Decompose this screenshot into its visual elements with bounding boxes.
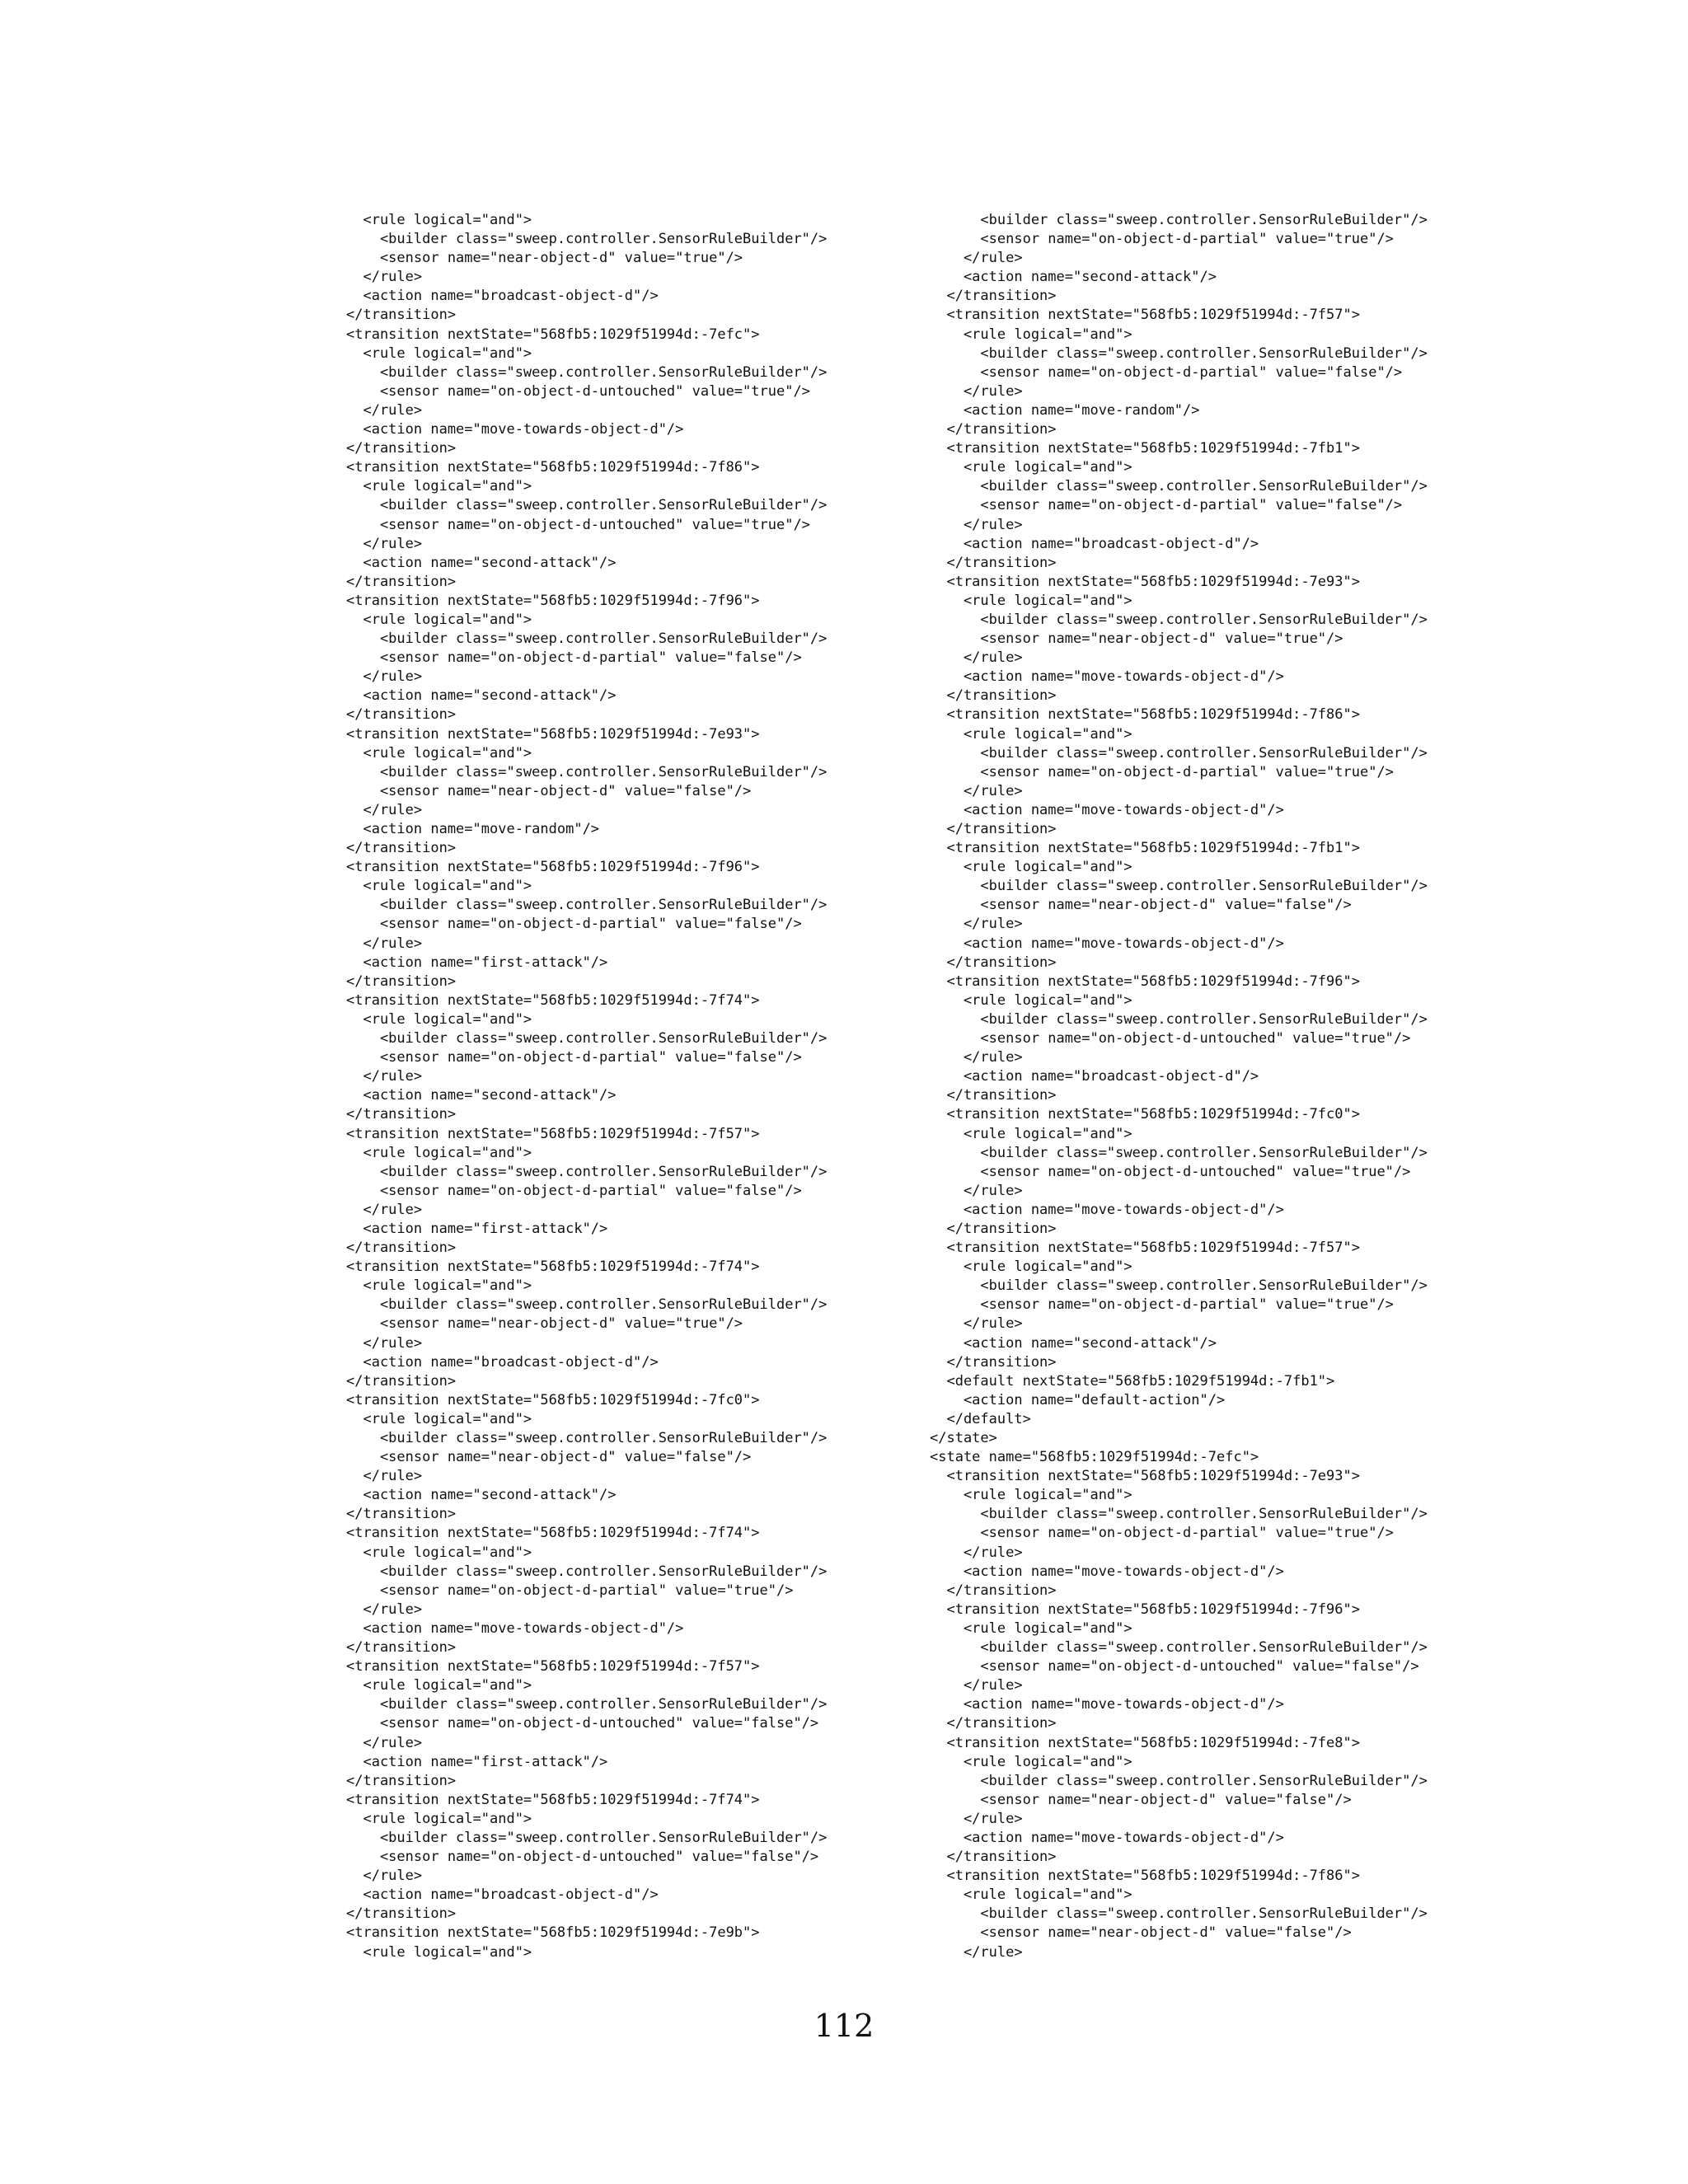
code-line: </transition> [930,687,1057,705]
code-line: <sensor name="on-object-d-untouched" value="true"/> [930,1030,1411,1047]
code-line: <builder class="sweep.controller.SensorRuleBuilder"/> [930,212,1428,228]
code-line: <action name="move-random"/> [346,821,600,837]
code-line: </transition> [346,1905,457,1923]
code-line: </rule> [930,1544,1023,1561]
code-line: <builder class="sweep.controller.SensorRuleBuilder"/> [346,1296,828,1314]
code-line: <action name="first-attack"/> [346,1220,608,1237]
code-line: </transition> [346,573,457,590]
code-line: <action name="move-towards-object-d"/> [930,1829,1284,1846]
code-line: </transition> [930,1715,1057,1732]
code-line: <builder class="sweep.controller.SensorRuleBuilder"/> [346,630,828,648]
code-line: <sensor name="on-object-d-partial" value="true"/> [930,1525,1394,1542]
code-line: </transition> [346,1372,457,1390]
code-line: <sensor name="on-object-d-untouched" value="true"/> [346,382,810,400]
code-line: <sensor name="on-object-d-partial" value="false"/> [346,916,802,933]
code-line: <rule logical="and"> [930,1886,1132,1904]
code-line: <builder class="sweep.controller.SensorRuleBuilder"/> [346,1696,828,1713]
code-line: <builder class="sweep.controller.SensorRuleBuilder"/> [930,1506,1428,1523]
code-line: <action name="second-attack"/> [930,1334,1217,1352]
code-line: <transition nextState="568fb5:1029f51994d:-7f96"> [930,1601,1360,1618]
code-line: <action name="first-attack"/> [346,1753,608,1770]
code-line: <sensor name="on-object-d-partial" value="true"/> [346,1582,794,1599]
code-line: <transition nextState="568fb5:1029f51994d:-7e93"> [930,573,1360,590]
code-listing-left-column [346,211,827,1962]
code-line: <builder class="sweep.controller.SensorRuleBuilder"/> [930,1144,1428,1161]
code-line: </transition> [930,421,1057,438]
page-number: 112 [814,2008,874,2044]
code-line: <rule logical="and"> [346,212,532,228]
code-line: <builder class="sweep.controller.SensorRuleBuilder"/> [930,1010,1428,1028]
code-line: <sensor name="on-object-d-partial" value="false"/> [930,497,1403,514]
code-line: <sensor name="near-object-d" value="false"/> [930,897,1352,914]
code-line: <action name="second-attack"/> [346,687,617,705]
code-line: </rule> [346,1601,423,1618]
code-line: <action name="second-attack"/> [346,1087,617,1104]
code-line: <rule logical="and"> [346,878,532,895]
code-line: <rule logical="and"> [346,1810,532,1827]
code-line: <action name="move-towards-object-d"/> [930,668,1284,686]
code-line: <builder class="sweep.controller.SensorRuleBuilder"/> [346,763,828,780]
code-line: <transition nextState="568fb5:1029f51994d:-7f86"> [930,706,1360,724]
code-line: <sensor name="on-object-d-partial" value="true"/> [930,1296,1394,1314]
code-line: <rule logical="and"> [930,859,1132,876]
code-line: <builder class="sweep.controller.SensorRuleBuilder"/> [930,478,1428,495]
code-line: <transition nextState="568fb5:1029f51994d:-7f74"> [346,1258,760,1276]
code-line: </transition> [346,1240,457,1257]
code-line: <transition nextState="568fb5:1029f51994d:-7e93"> [930,1468,1360,1485]
code-line: <sensor name="on-object-d-untouched" value="true"/> [346,516,810,533]
code-line: <transition nextState="568fb5:1029f51994d:-7f57"> [930,1240,1360,1257]
code-line: <builder class="sweep.controller.SensorRuleBuilder"/> [346,497,828,514]
code-line: <action name="move-towards-object-d"/> [930,1563,1284,1580]
code-line: <transition nextState="568fb5:1029f51994d:-7f74"> [346,1525,760,1542]
code-line: <action name="default-action"/> [930,1391,1226,1408]
code-line: </transition> [346,307,457,324]
code-line: </rule> [346,668,423,686]
code-line: <builder class="sweep.controller.SensorRuleBuilder"/> [930,1639,1428,1657]
code-line: <sensor name="on-object-d-partial" value="true"/> [930,231,1394,248]
code-line: <sensor name="on-object-d-untouched" value="false"/> [346,1715,819,1732]
code-line: <rule logical="and"> [930,326,1132,343]
code-line: </transition> [930,554,1057,571]
code-line: <builder class="sweep.controller.SensorRuleBuilder"/> [346,1430,828,1446]
code-line: <action name="broadcast-object-d"/> [346,288,659,305]
code-line: </rule> [930,1810,1023,1827]
code-line: <transition nextState="568fb5:1029f51994d:-7f57"> [346,1125,760,1142]
code-line: <action name="move-towards-object-d"/> [930,1201,1284,1218]
code-line: </transition> [346,706,457,724]
code-line: <rule logical="and"> [346,1943,532,1961]
code-line: <transition nextState="568fb5:1029f51994d:-7f57"> [346,1658,760,1675]
code-line: <action name="move-towards-object-d"/> [930,1696,1284,1713]
code-line: <transition nextState="568fb5:1029f51994d:-7fc0"> [346,1391,760,1408]
code-line: </transition> [930,1353,1057,1371]
code-line: <builder class="sweep.controller.SensorRuleBuilder"/> [346,1563,828,1580]
code-line: </rule> [930,1049,1023,1066]
code-line: <action name="broadcast-object-d"/> [930,535,1259,552]
code-line: <transition nextState="568fb5:1029f51994d:-7fb1"> [930,440,1360,457]
code-line: </rule> [930,382,1023,400]
code-line: <sensor name="on-object-d-untouched" value="false"/> [346,1849,819,1866]
code-line: <builder class="sweep.controller.SensorRuleBuilder"/> [930,1772,1428,1789]
code-line: <sensor name="on-object-d-untouched" value="true"/> [930,1163,1411,1180]
code-line: <action name="second-attack"/> [346,554,617,571]
code-line: <action name="broadcast-object-d"/> [346,1353,659,1371]
code-line: </transition> [346,840,457,857]
code-line: <sensor name="near-object-d" value="false"/> [346,1449,752,1466]
code-line: </transition> [346,440,457,457]
code-line: <rule logical="and"> [930,1753,1132,1770]
code-line: <builder class="sweep.controller.SensorRuleBuilder"/> [346,1030,828,1047]
code-line: <builder class="sweep.controller.SensorRuleBuilder"/> [930,1905,1428,1923]
code-line: </rule> [930,916,1023,933]
code-line: <builder class="sweep.controller.SensorRuleBuilder"/> [930,611,1428,628]
code-line: </transition> [930,1849,1057,1866]
code-line: <rule logical="and"> [930,459,1132,476]
code-line: <action name="broadcast-object-d"/> [346,1886,659,1904]
code-line: <transition nextState="568fb5:1029f51994d:-7f74"> [346,991,760,1009]
code-line: <builder class="sweep.controller.SensorRuleBuilder"/> [930,878,1428,895]
code-line: </rule> [346,269,423,286]
code-line: </transition> [346,972,457,990]
code-line: </rule> [346,535,423,552]
code-line: <transition nextState="568fb5:1029f51994d:-7f57"> [930,307,1360,324]
code-line: <rule logical="and"> [346,1544,532,1561]
code-listing-right-column [930,211,1428,1962]
code-line: <sensor name="on-object-d-partial" value="true"/> [930,763,1394,780]
code-line: <sensor name="near-object-d" value="false"/> [346,782,752,799]
code-line: </rule> [930,1315,1023,1333]
code-line: </rule> [346,801,423,818]
code-line: </rule> [346,1734,423,1751]
code-line: </rule> [930,516,1023,533]
code-line: <sensor name="on-object-d-untouched" value="false"/> [930,1658,1419,1675]
code-line: <builder class="sweep.controller.SensorRuleBuilder"/> [346,363,828,381]
code-line: </transition> [930,1220,1057,1237]
code-line: <builder class="sweep.controller.SensorRuleBuilder"/> [346,1829,828,1846]
code-line: <action name="first-attack"/> [346,954,608,971]
code-line: <builder class="sweep.controller.SensorRuleBuilder"/> [346,231,828,248]
code-line: </rule> [346,1468,423,1485]
code-line: <builder class="sweep.controller.SensorRuleBuilder"/> [930,344,1428,362]
code-line: </rule> [930,1677,1023,1694]
code-line: <action name="second-attack"/> [346,1487,617,1504]
code-line: <action name="second-attack"/> [930,269,1217,286]
code-line: <sensor name="near-object-d" value="true"/> [346,250,743,267]
code-line: <action name="broadcast-object-d"/> [930,1068,1259,1085]
code-line: <rule logical="and"> [346,1144,532,1161]
code-line: <action name="move-random"/> [930,401,1200,419]
code-line: <transition nextState="568fb5:1029f51994d:-7f96"> [346,592,760,609]
code-line: </rule> [346,1201,423,1218]
code-line: </state> [930,1430,997,1446]
code-line: </rule> [346,935,423,952]
code-line: <rule logical="and"> [346,1410,532,1427]
code-line: <transition nextState="568fb5:1029f51994d:-7f96"> [346,859,760,876]
code-line: <transition nextState="568fb5:1029f51994d:-7efc"> [346,326,760,343]
code-line: <transition nextState="568fb5:1029f51994d:-7f74"> [346,1791,760,1808]
code-line: <sensor name="near-object-d" value="true"/> [930,630,1343,648]
code-line: </default> [930,1410,1031,1427]
code-line: </transition> [346,1106,457,1123]
code-line: </transition> [930,1087,1057,1104]
code-line: </transition> [930,821,1057,837]
code-line: </rule> [930,649,1023,667]
code-line: <transition nextState="568fb5:1029f51994d:-7e93"> [346,725,760,743]
code-line: <rule logical="and"> [930,725,1132,743]
code-line: <rule logical="and"> [930,1619,1132,1637]
code-line: <action name="move-towards-object-d"/> [930,801,1284,818]
code-line: <builder class="sweep.controller.SensorRuleBuilder"/> [930,744,1428,762]
code-line: <rule logical="and"> [930,1487,1132,1504]
code-line: <rule logical="and"> [930,1258,1132,1276]
code-line: <state name="568fb5:1029f51994d:-7efc"> [930,1449,1259,1466]
code-line: <builder class="sweep.controller.SensorRuleBuilder"/> [930,1277,1428,1295]
code-line: <rule logical="and"> [346,344,532,362]
code-line: <transition nextState="568fb5:1029f51994d:-7fb1"> [930,840,1360,857]
code-line: <rule logical="and"> [346,1677,532,1694]
code-line: </rule> [346,1068,423,1085]
code-line: <builder class="sweep.controller.SensorRuleBuilder"/> [346,897,828,914]
code-line: <transition nextState="568fb5:1029f51994d:-7fe8"> [930,1734,1360,1751]
code-line: </transition> [346,1506,457,1523]
code-line: </transition> [930,288,1057,305]
code-line: <sensor name="near-object-d" value="false"/> [930,1924,1352,1942]
code-line: </transition> [930,954,1057,971]
code-line: <sensor name="on-object-d-partial" value="false"/> [346,1182,802,1199]
code-line: </rule> [930,1182,1023,1199]
code-line: <default nextState="568fb5:1029f51994d:-7fb1"> [930,1372,1335,1390]
code-line: </transition> [346,1639,457,1657]
code-line: <action name="move-towards-object-d"/> [346,1619,684,1637]
code-line: <rule logical="and"> [346,744,532,762]
code-line: </rule> [930,1943,1023,1961]
code-line: <rule logical="and"> [346,478,532,495]
code-line: <transition nextState="568fb5:1029f51994d:-7f96"> [930,972,1360,990]
code-line: <action name="move-towards-object-d"/> [346,421,684,438]
code-line: <rule logical="and"> [930,592,1132,609]
code-line: <transition nextState="568fb5:1029f51994d:-7e9b"> [346,1924,760,1942]
code-line: <rule logical="and"> [930,1125,1132,1142]
code-line: <rule logical="and"> [346,611,532,628]
code-line: </rule> [930,250,1023,267]
code-line: <sensor name="on-object-d-partial" value="false"/> [346,649,802,667]
code-line: </transition> [346,1772,457,1789]
code-line: <sensor name="on-object-d-partial" value="false"/> [346,1049,802,1066]
code-line: <rule logical="and"> [930,991,1132,1009]
code-line: <builder class="sweep.controller.SensorRuleBuilder"/> [346,1163,828,1180]
code-line: </rule> [346,1868,423,1885]
code-line: </transition> [930,1582,1057,1599]
code-line: <sensor name="near-object-d" value="true"/> [346,1315,743,1333]
code-line: <rule logical="and"> [346,1277,532,1295]
code-line: <transition nextState="568fb5:1029f51994d:-7fc0"> [930,1106,1360,1123]
code-line: </rule> [346,1334,423,1352]
code-line: <action name="move-towards-object-d"/> [930,935,1284,952]
code-line: <sensor name="on-object-d-partial" value="false"/> [930,363,1403,381]
code-line: <transition nextState="568fb5:1029f51994d:-7f86"> [930,1868,1360,1885]
code-line: </rule> [346,401,423,419]
code-line: </rule> [930,782,1023,799]
code-line: <sensor name="near-object-d" value="false"/> [930,1791,1352,1808]
code-line: <rule logical="and"> [346,1010,532,1028]
code-line: <transition nextState="568fb5:1029f51994d:-7f86"> [346,459,760,476]
